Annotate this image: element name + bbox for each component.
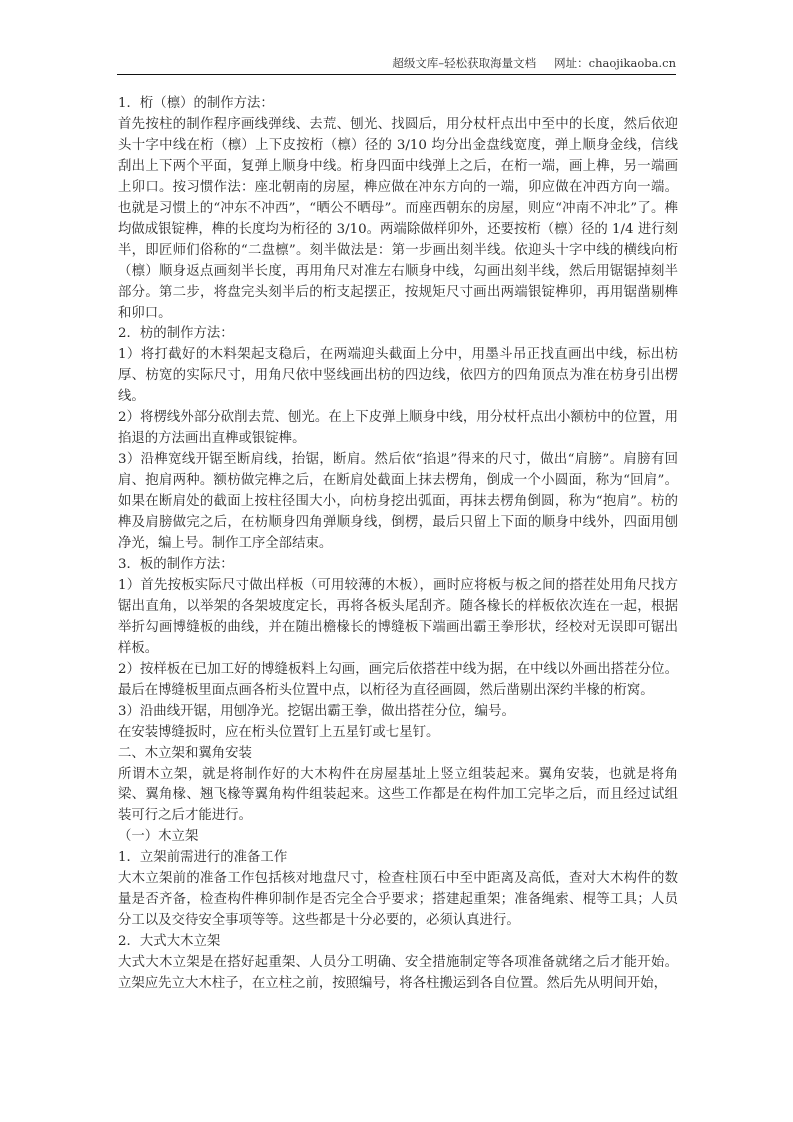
header-site-name: 超级文库–轻松获取海量文档: [392, 56, 537, 70]
paragraph-tiebeam-step-3: 3）沿榫宽线开锯至断肩线，抬锯，断肩。然后依“掐退”得来的尺寸，做出“肩膀”。肩膀有回肩、抱肩两种。额枋做完榫之后，在断肩处截面上抹去楞角，倒成一个小圆面，称为“回肩”。如果在断肩处的截面上按柱径围大小，向枋身挖出弧面，再抹去楞角倒圆，称为“抱肩”。枋的榫及肩膀做完之后，在枋顺身四角弹顺身线，倒楞，最后只留上下面的顺身中线外，四面用刨净光，编上号。制作工序全部结束。: [118, 452, 678, 552]
heading-preparation: 1．立架前需进行的准备工作: [118, 850, 288, 866]
heading-tiebeam-method: 2．枋的制作方法：: [118, 326, 234, 342]
paragraph-board-step-1: 1）首先按板实际尺寸做出样板（可用较薄的木板），画时应将板与板之间的搭茬处用角尺找方锯出直角，以举架的各架坡度定长，再将各板头尾刮齐。随各椽长的样板依次连在一起，根据举折勾画博缝板的曲线，并在随出檐椽长的博缝板下端画出霸王拳形状，经校对无误即可锯出样板。: [118, 577, 678, 656]
paragraph-tiebeam-step-2: 2）将楞线外部分砍削去荒、刨光。在上下皮弹上顺身中线，用分杖杆点出小额枋中的位置，用掐退的方法画出直榫或银锭榫。: [118, 410, 678, 447]
paragraph-board-step-2: 2）按样板在已加工好的博缝板料上勾画，画完后依搭茬中线为据，在中线以外画出搭茬分位。最后在博缝板里面点画各桁头位置中点，以桁径为直径画圆，然后凿剔出深约半椽的桁窝。: [118, 661, 678, 698]
paragraph-large-style-frame: 大式大木立架是在搭好起重架、人员分工明确、安全措施制定等各项准备就绪之后才能开始。立架应先立大木柱子，在立柱之前，按照编号，将各柱搬运到各自位置。然后先从明间开始，: [118, 955, 678, 992]
paragraph-board-step-3: 3）沿曲线开锯，用刨净光。挖锯出霸王拳，做出搭茬分位，编号。: [118, 703, 515, 719]
heading-frame-erection: 二、木立架和翼角安装: [118, 745, 252, 761]
page-header: [117, 56, 676, 75]
heading-board-method: 3．板的制作方法：: [118, 556, 234, 572]
paragraph-board-install-note: 在安装博缝扳时，应在桁头位置钉上五星钉或七星钉。: [118, 724, 440, 740]
heading-wood-frame: （一）木立架: [118, 829, 199, 845]
heading-large-style-frame: 2．大式大木立架: [118, 934, 221, 950]
paragraph-tiebeam-step-1: 1）将打截好的木料架起支稳后，在两端迎头截面上分中，用墨斗吊正找直画出中线，标出枋厚、枋宽的实际尺寸，用角尺依中竖线画出枋的四边线，依四方的四角顶点为准在枋身引出楞线。: [118, 347, 678, 405]
header-url: 网址：chaojikaoba.cn: [554, 56, 676, 70]
heading-purlin-method: 1．桁（檩）的制作方法：: [118, 96, 274, 111]
paragraph-frame-erection-intro: 所谓木立架，就是将制作好的大木构件在房屋基址上竖立组装起来。翼角安装，也就是将角梁、翼角椽、翘飞椽等翼角构件组装起来。这些工作都是在构件加工完毕之后，而且经过试组装可行之后才能进行。: [118, 766, 678, 824]
paragraph-purlin-procedure: 首先按柱的制作程序画线弹线、去荒、刨光、找圆后，用分杖杆点出中至中的长度，然后依迎头十字中线在桁（檩）上下皮按桁（檩）径的 3/10 均分出金盘线宽度，弹上顺身金线，信线刮出上下两个平面，复弹上顺身中线。桁身四面中线弹上之后，在桁一端，画上榫，另一端画上卯口。按习惯作法：座北朝南的房屋，榫应做在冲东方向的一端，卯应做在冲西方向一端。也就是习惯上的“冲东不冲西”，“晒公不晒母”。而座西朝东的房屋，则应“冲南不冲北”了。榫均做成银锭榫，榫的长度均为桁径的 3/10。两端除做样卯外，还要按桁（檩）径的 1/4 进行刻半，即匠师们俗称的“二盘檩”。刻半做法是：第一步画出刻半线。依迎头十字中线的横线向桁（檩）顺身返点画刻半长度，再用角尺对准左右顺身中线，勾画出刻半线，然后用锯锯掉刻半部分。第二步，将盘完头刻半后的桁支起摆正，按规矩尺寸画出两端银锭榫卯，再用锯凿剔榫和卯口。: [118, 116, 678, 321]
paragraph-preparation: 大木立架前的准备工作包括核对地盘尺寸，检查柱顶石中至中距离及高低，查对大木构件的数量是否齐备，检查构件榫卯制作是否完全合乎要求；搭建起重架；准备绳索、棍等工具；人员分工以及交待安全事项等等。这些都是十分必要的，必须认真进行。: [118, 871, 678, 929]
document-body: [118, 94, 678, 995]
